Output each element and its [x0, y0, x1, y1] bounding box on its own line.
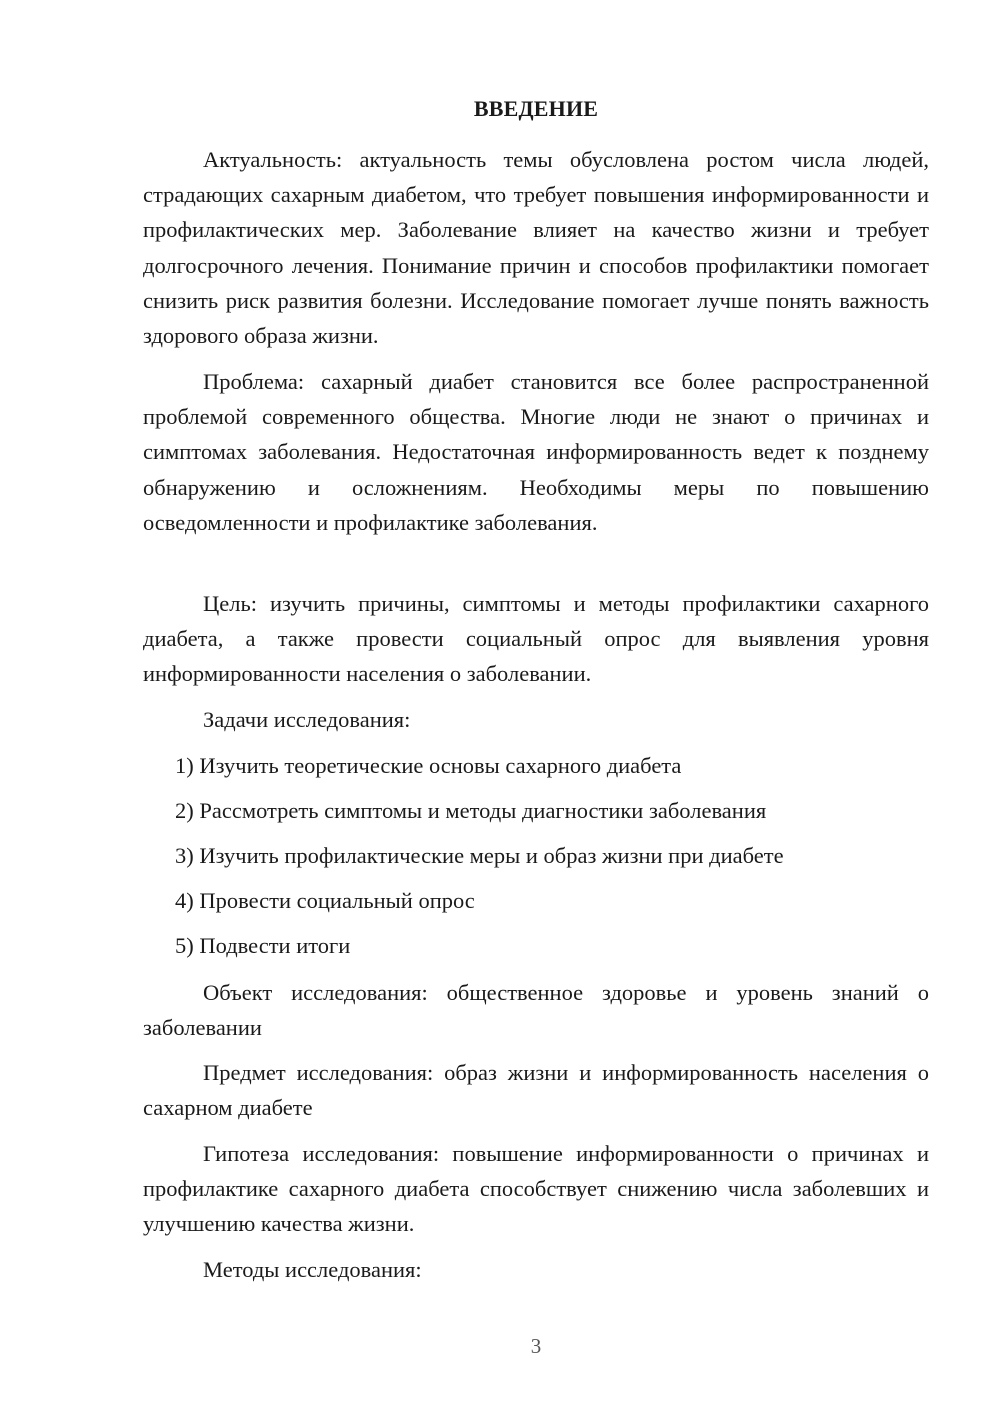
- task-item: 3) Изучить профилактические меры и образ жизни при диабете: [175, 843, 784, 868]
- hypothesis-paragraph: [143, 1136, 929, 1242]
- goal-text: Цель: изучить причины, симптомы и методы профилактики сахарного диабета, а также провести социальный опрос для выявления уровня информированности населения о заболевании.: [143, 591, 929, 687]
- subject-text: Предмет исследования: образ жизни и информированность населения о сахарном диабете: [143, 1060, 929, 1121]
- relevance-text: Актуальность: актуальность темы обусловлена ростом числа людей, страдающих сахарным диабетом, что требует повышения информированности и профилактических мер. Заболевание влияет на качество жизни и требует долгосрочного лечения. Понимание причин и способов профилактики помогает снизить риск развития болезни. Исследование помогает лучше понять важность здорового образа жизни.: [143, 147, 929, 349]
- object-text: Объект исследования: общественное здоровье и уровень знаний о заболевании: [143, 980, 929, 1041]
- methods-heading: Методы исследования:: [203, 1257, 422, 1282]
- task-item: 5) Подвести итоги: [175, 933, 351, 958]
- methods-paragraph: [143, 1252, 929, 1287]
- hypothesis-text: Гипотеза исследования: повышение информированности о причинах и профилактике сахарного диабета способствует снижению числа заболевших и улучшению качества жизни.: [143, 1141, 929, 1237]
- problem-paragraph: [143, 364, 929, 540]
- goal-paragraph: [143, 586, 929, 692]
- tasks-heading: Задачи исследования:: [203, 707, 411, 732]
- tasks-heading-paragraph: [143, 702, 929, 737]
- task-item: 2) Рассмотреть симптомы и методы диагностики заболевания: [175, 798, 767, 823]
- object-paragraph: [143, 975, 929, 1045]
- relevance-paragraph: [143, 142, 929, 353]
- task-item: 1) Изучить теоретические основы сахарного диабета: [175, 753, 682, 778]
- subject-paragraph: [143, 1055, 929, 1125]
- section-title: ВВЕДЕНИЕ: [473, 96, 599, 121]
- task-item: 4) Провести социальный опрос: [175, 888, 475, 913]
- page-number: 3: [530, 1334, 542, 1358]
- problem-text: Проблема: сахарный диабет становится все более распространенной проблемой современного общества. Многие люди не знают о причинах и симптомах заболевания. Недостаточная информированность ведет к позднему обнаружению и осложнениям. Необходимы меры по повышению осведомленности и профилактике заболевания.: [143, 369, 929, 535]
